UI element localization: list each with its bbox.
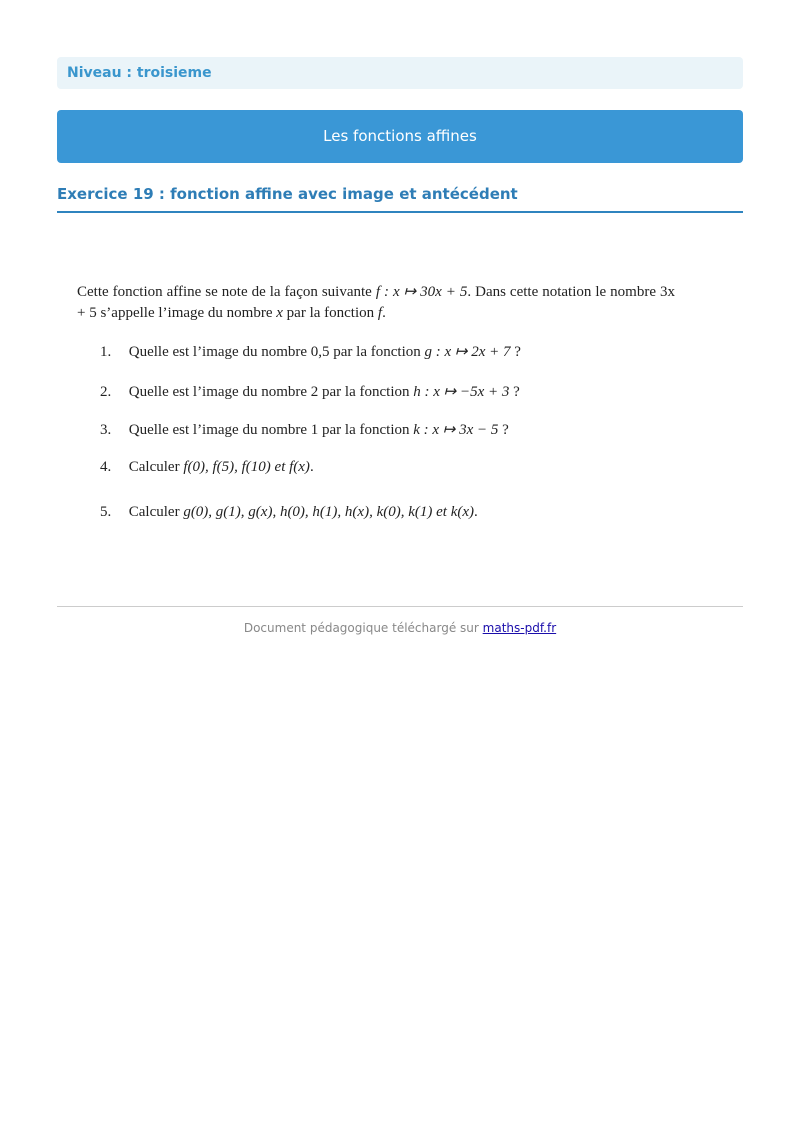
footer-link[interactable]: maths-pdf.fr: [482, 621, 557, 635]
exercise-title: Exercice 19 : fonction affine avec image et antécédent: [57, 185, 743, 213]
exercise-content: [77, 282, 675, 520]
question-number: 2.: [100, 384, 112, 400]
level-label: Niveau : troisieme: [57, 57, 743, 89]
list-item: [100, 459, 314, 476]
question-number: 4.: [100, 459, 112, 475]
question-end: ?: [510, 344, 521, 360]
intro-paragraph: [77, 282, 675, 324]
chapter-banner: Les fonctions affines: [57, 110, 743, 163]
question-math: k : x ↦ 3x − 5: [413, 422, 499, 438]
question-math: h : x ↦ −5x + 3: [413, 384, 510, 400]
footer: [57, 621, 743, 635]
question-text: Quelle est l’image du nombre 1 par la fonction: [128, 422, 410, 438]
list-item: [100, 504, 478, 521]
question-end: .: [474, 504, 478, 520]
question-number: 1.: [100, 344, 112, 360]
list-item: [100, 382, 520, 401]
question-end: ?: [498, 422, 509, 438]
question-end: .: [309, 459, 314, 475]
intro-text: . Dans cette notation le nombre: [467, 284, 657, 300]
question-math: f(0), f(5), f(10) et f(x): [183, 459, 310, 475]
intro-math: x: [276, 305, 283, 321]
footer-text: Document pédagogique téléchargé sur: [243, 621, 479, 635]
intro-text: Cette fonction affine se note de la façon suivante: [77, 284, 372, 300]
question-text: Calculer: [128, 459, 180, 475]
question-text: Quelle est l’image du nombre 2 par la fonction: [128, 384, 410, 400]
footer-divider: [57, 606, 743, 607]
intro-text: .: [382, 305, 386, 321]
question-text: Calculer: [128, 504, 180, 520]
intro-text: par la fonction: [286, 305, 375, 321]
intro-text: s’appelle l’image du nombre: [100, 305, 273, 321]
intro-math: f : x ↦ 30x + 5: [375, 284, 468, 300]
intro-math: 3x + 5: [77, 284, 675, 321]
list-item: [100, 342, 521, 361]
question-text: Quelle est l’image du nombre 0,5 par la fonction: [128, 344, 421, 360]
list-item: [100, 420, 509, 439]
question-number: 5.: [100, 504, 112, 520]
intro-math: f: [377, 305, 383, 321]
question-math: g(0), g(1), g(x), h(0), h(1), h(x), k(0), k(1) et k(x): [183, 504, 474, 520]
question-number: 3.: [100, 422, 112, 438]
question-math: g : x ↦ 2x + 7: [424, 344, 511, 360]
question-end: ?: [509, 384, 520, 400]
